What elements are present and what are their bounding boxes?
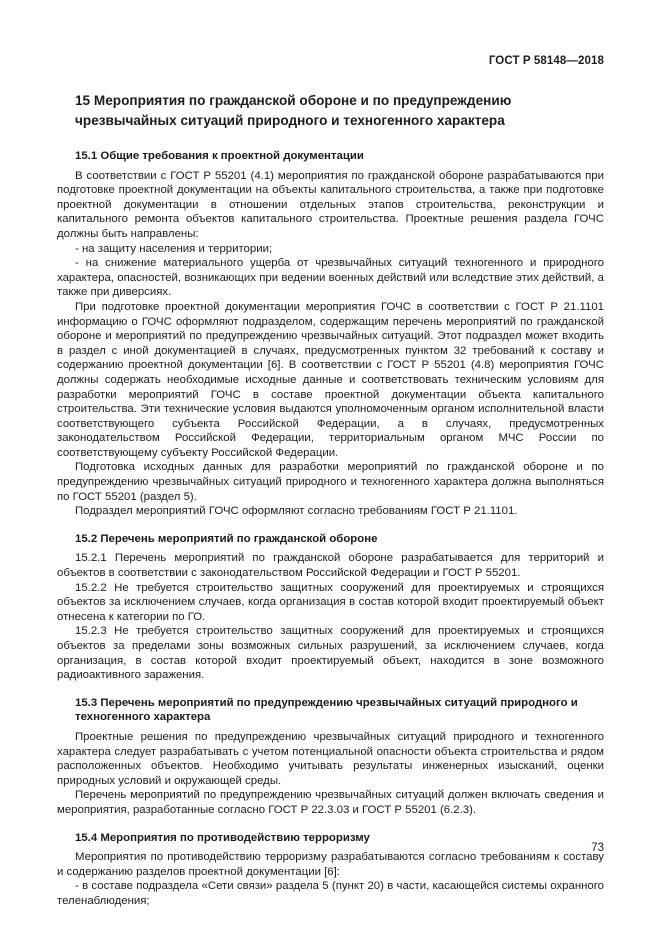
section-heading-15-1: 15.1 Общие требования к проектной документации bbox=[75, 150, 364, 162]
doc-number-header: ГОСТ Р 58148—2018 bbox=[488, 55, 604, 67]
paragraph: Подраздел мероприятий ГОЧС оформляют согласно требованиям ГОСТ Р 21.1101. bbox=[75, 505, 518, 518]
paragraph: 15.2.2 Не требуется строительство защитных сооружений для проектируемых и строящихся объектов за исключением случаев, когда организация в состав которой входит проектируемый объект отнесена к категории по ГО. bbox=[57, 581, 604, 623]
list-item: - в составе подраздела «Сети связи» раздела 5 (пункт 20) в части, касающейся системы охранного теленаблюдения; bbox=[57, 880, 604, 907]
section-heading-15-3: 15.3 Перечень мероприятий по предупреждению чрезвычайных ситуаций природного и техногенного характера bbox=[75, 696, 578, 724]
paragraph: Подготовка исходных данных для разработки мероприятий по гражданской обороне и по предупреждению чрезвычайных ситуаций природного и техногенного характера должна выполняться по ГОСТ 55201 (раздел 5). bbox=[57, 461, 604, 503]
page-content bbox=[57, 54, 604, 909]
paragraph: 15.2.1 Перечень мероприятий по гражданской обороне разрабатывается для территорий и объектов в соответствии с законодательством Российской Федерации и ГОСТ Р 55201. bbox=[57, 552, 604, 580]
section-heading-15-2: 15.2 Перечень мероприятий по гражданской обороне bbox=[75, 532, 378, 545]
page-number: 73 bbox=[591, 842, 604, 854]
paragraph: 15.2.3 Не требуется строительство защитных сооружений для проектируемых и строящихся объектов за пределами зоны возможных сильных разрушений, за исключением случаев, когда организация, в состав которой входит проектируемый объект, находится в зоне возможного радиоактивного заражения. bbox=[57, 625, 604, 682]
paragraph: Проектные решения по предупреждению чрезвычайных ситуаций природного и техногенного характера следует разрабатывать с учетом потенциальной опасности объекта строительства и рядом расположенных объектов. Необходимо учитывать результаты инженерных изысканий, оценки природных условий и окружающей среды. bbox=[57, 730, 604, 787]
section-heading-15-4: 15.4 Мероприятия по противодействию терроризму bbox=[75, 831, 370, 844]
paragraph: Перечень мероприятий по предупреждению чрезвычайных ситуаций должен включать сведения и мероприятия, разработанные согласно ГОСТ Р 22.3.03 и ГОСТ Р 55201 (6.2.3). bbox=[57, 789, 604, 816]
paragraph: При подготовке проектной документации мероприятия ГОЧС в соответствии с ГОСТ Р 21.1101 информацию о ГОЧС оформляют подразделом, содержащим перечень мероприятий по гражданской обороне и мероприятий по предупреждению чрезвычайных ситуаций. Этот подраздел может входить в раздел с иной документацией в случаях, предусмотренных пунктом 32 требований к составу и содержанию проектной документации [6]. В соответствии с ГОСТ Р 55201 (4.8) мероприятия ГОЧС должны содержать необходимые исходные данные и соответствовать техническим условиям для разработки мероприятий ГОЧС в составе проектной документации объекта капитального строительства. Эти технические условия выдаются уполномоченным органом исполнительной власти соответствующего субъекта Российской Федерации, а в случаях, предусмотренных законодательством Российской Федерации, территориальным органом МЧС России по соответствующему субъекту Российской Федерации. bbox=[57, 300, 604, 459]
paragraph: Мероприятия по противодействию терроризму разрабатываются согласно требованиям к составу и содержанию разделов проектной документации [6]: bbox=[57, 851, 604, 878]
list-item: - на снижение материального ущерба от чрезвычайных ситуаций техногенного и природного характера, опасностей, возникающих при ведении военных действий или вследствие этих действий, а также при диверсиях. bbox=[57, 257, 604, 299]
list-item: - на защиту населения и территории; bbox=[75, 242, 273, 255]
chapter-title: 15 Мероприятия по гражданской обороне и по предупреждению чрезвычайных ситуаций природного и техногенного характера bbox=[75, 93, 512, 128]
paragraph: В соответствии с ГОСТ Р 55201 (4.1) мероприятия по гражданской обороне разрабатываются при подготовке проектной документации на объекты капитального строительства, а также при подготовке проектной документации в отношении отдельных этапов строительства, реконструкции и капитального ремонта объектов капитального строительства. Проектные решения раздела ГОЧС должны быть направлены: bbox=[57, 169, 604, 240]
